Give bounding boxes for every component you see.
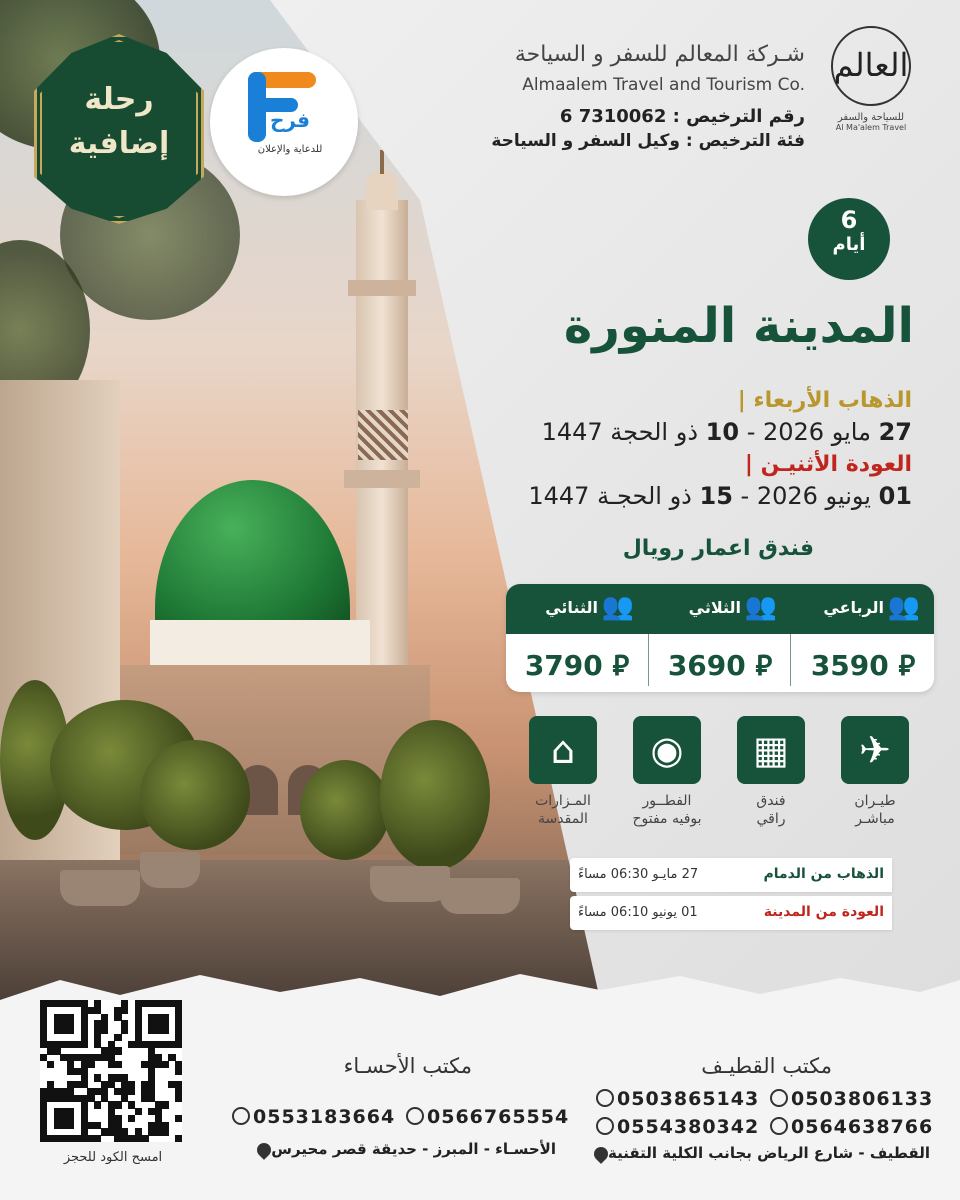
qatif-phone-2[interactable]: 0503865143 [596, 1088, 759, 1110]
company-name-en: Almaalem Travel and Tourism Co. [522, 75, 805, 95]
qatif-phone-3[interactable]: 0564638766 [770, 1116, 933, 1138]
qatif-office-title: مكتب القطيـف [701, 1054, 832, 1078]
flight-departure: الذهاب من الدمام 27 مايـو 06:30 مساءً [570, 858, 892, 892]
qatif-phone-4[interactable]: 0554380342 [596, 1116, 759, 1138]
departure-label: الذهاب الأربعاء | [737, 388, 912, 413]
whatsapp-icon [770, 1089, 788, 1107]
company-name-ar: شـركة المعالم للسفر و السياحة [514, 42, 805, 67]
sponsor-brand: فرح [270, 108, 310, 132]
hotel-name: فندق اعمار رويال [622, 536, 814, 561]
mosque-icon: ⌂ [529, 716, 597, 784]
ahsa-phone-2[interactable]: 0553183664 [232, 1106, 395, 1128]
ahsa-address: الأحسـاء - المبرز - حديقة قصر محيرس [251, 1140, 556, 1158]
extra-trip-badge [34, 34, 204, 224]
qatif-phone-1[interactable]: 0503806133 [770, 1088, 933, 1110]
sponsor-logo [210, 48, 358, 196]
flight-times [570, 858, 892, 934]
license-line [560, 106, 805, 127]
airplane-icon: ✈ [841, 716, 909, 784]
price-table [506, 584, 934, 692]
departure-date: 27 مايو 2026 - 10 ذو الحجة 1447 [541, 418, 912, 446]
group-people-icon: 👥 [887, 592, 921, 622]
badge-line2: إضافية [68, 126, 170, 161]
price-quad: 👥 الرباعي 3590 ⃁ [810, 592, 921, 682]
pair-people-icon: 👥 [601, 592, 635, 622]
price-double: 👥 الثنائي 3790 ⃁ [524, 592, 635, 682]
badge-line1: رحلة [84, 82, 154, 117]
hotel-icon: ▦ [737, 716, 805, 784]
qr-label: امسح الكود للحجز [63, 1150, 163, 1165]
return-date: 01 يونيو 2026 - 15 ذو الحجـة 1447 [528, 482, 912, 510]
whatsapp-icon [770, 1117, 788, 1135]
return-label: العودة الأثنيـن | [744, 452, 912, 477]
logo-text: العالم [833, 46, 909, 84]
license-number: 7310062 6 [559, 106, 667, 127]
qatif-address: القطيف - شارع الرياض بجانب الكلية التقنية [588, 1144, 930, 1162]
sponsor-tagline: للدعاية والإعلان [257, 144, 323, 155]
price-triple: 👥 الثلاثي 3690 ⃁ [667, 592, 778, 682]
days-badge [808, 198, 890, 280]
destination-title: المدينة المنورة [563, 298, 914, 354]
company-logo [826, 26, 916, 161]
feature-hotel: ▦ فندق راقي [726, 716, 816, 828]
days-number: 6 [840, 206, 858, 234]
feature-breakfast: ◉ الفطــور بوفيه مفتوح [622, 716, 712, 828]
flight-return: العودة من المدينة 01 يونيو 06:10 مساءً [570, 896, 892, 930]
license-category: فئة الترخيص : وكيل السفر و السياحة [491, 131, 805, 151]
whatsapp-icon [406, 1107, 424, 1125]
whatsapp-icon [596, 1117, 614, 1135]
group-people-icon: 👥 [744, 592, 778, 622]
ahsa-phone-1[interactable]: 0566765554 [406, 1106, 569, 1128]
license-label: رقم الترخيص : [672, 106, 805, 127]
plate-cutlery-icon: ◉ [633, 716, 701, 784]
days-label: أيام [832, 234, 866, 255]
whatsapp-icon [232, 1107, 250, 1125]
feature-flight: ✈ طيـران مباشـر [830, 716, 920, 828]
logo-sub-ar: للسياحة والسفر [837, 112, 905, 123]
whatsapp-icon [596, 1089, 614, 1107]
ahsa-office-title: مكتب الأحسـاء [343, 1054, 472, 1078]
booking-qr-code[interactable] [40, 1000, 182, 1142]
logo-sub-en: Al Ma'alem Travel [835, 123, 907, 132]
feature-ziyarat: ⌂ المـزارات المقدسة [518, 716, 608, 828]
